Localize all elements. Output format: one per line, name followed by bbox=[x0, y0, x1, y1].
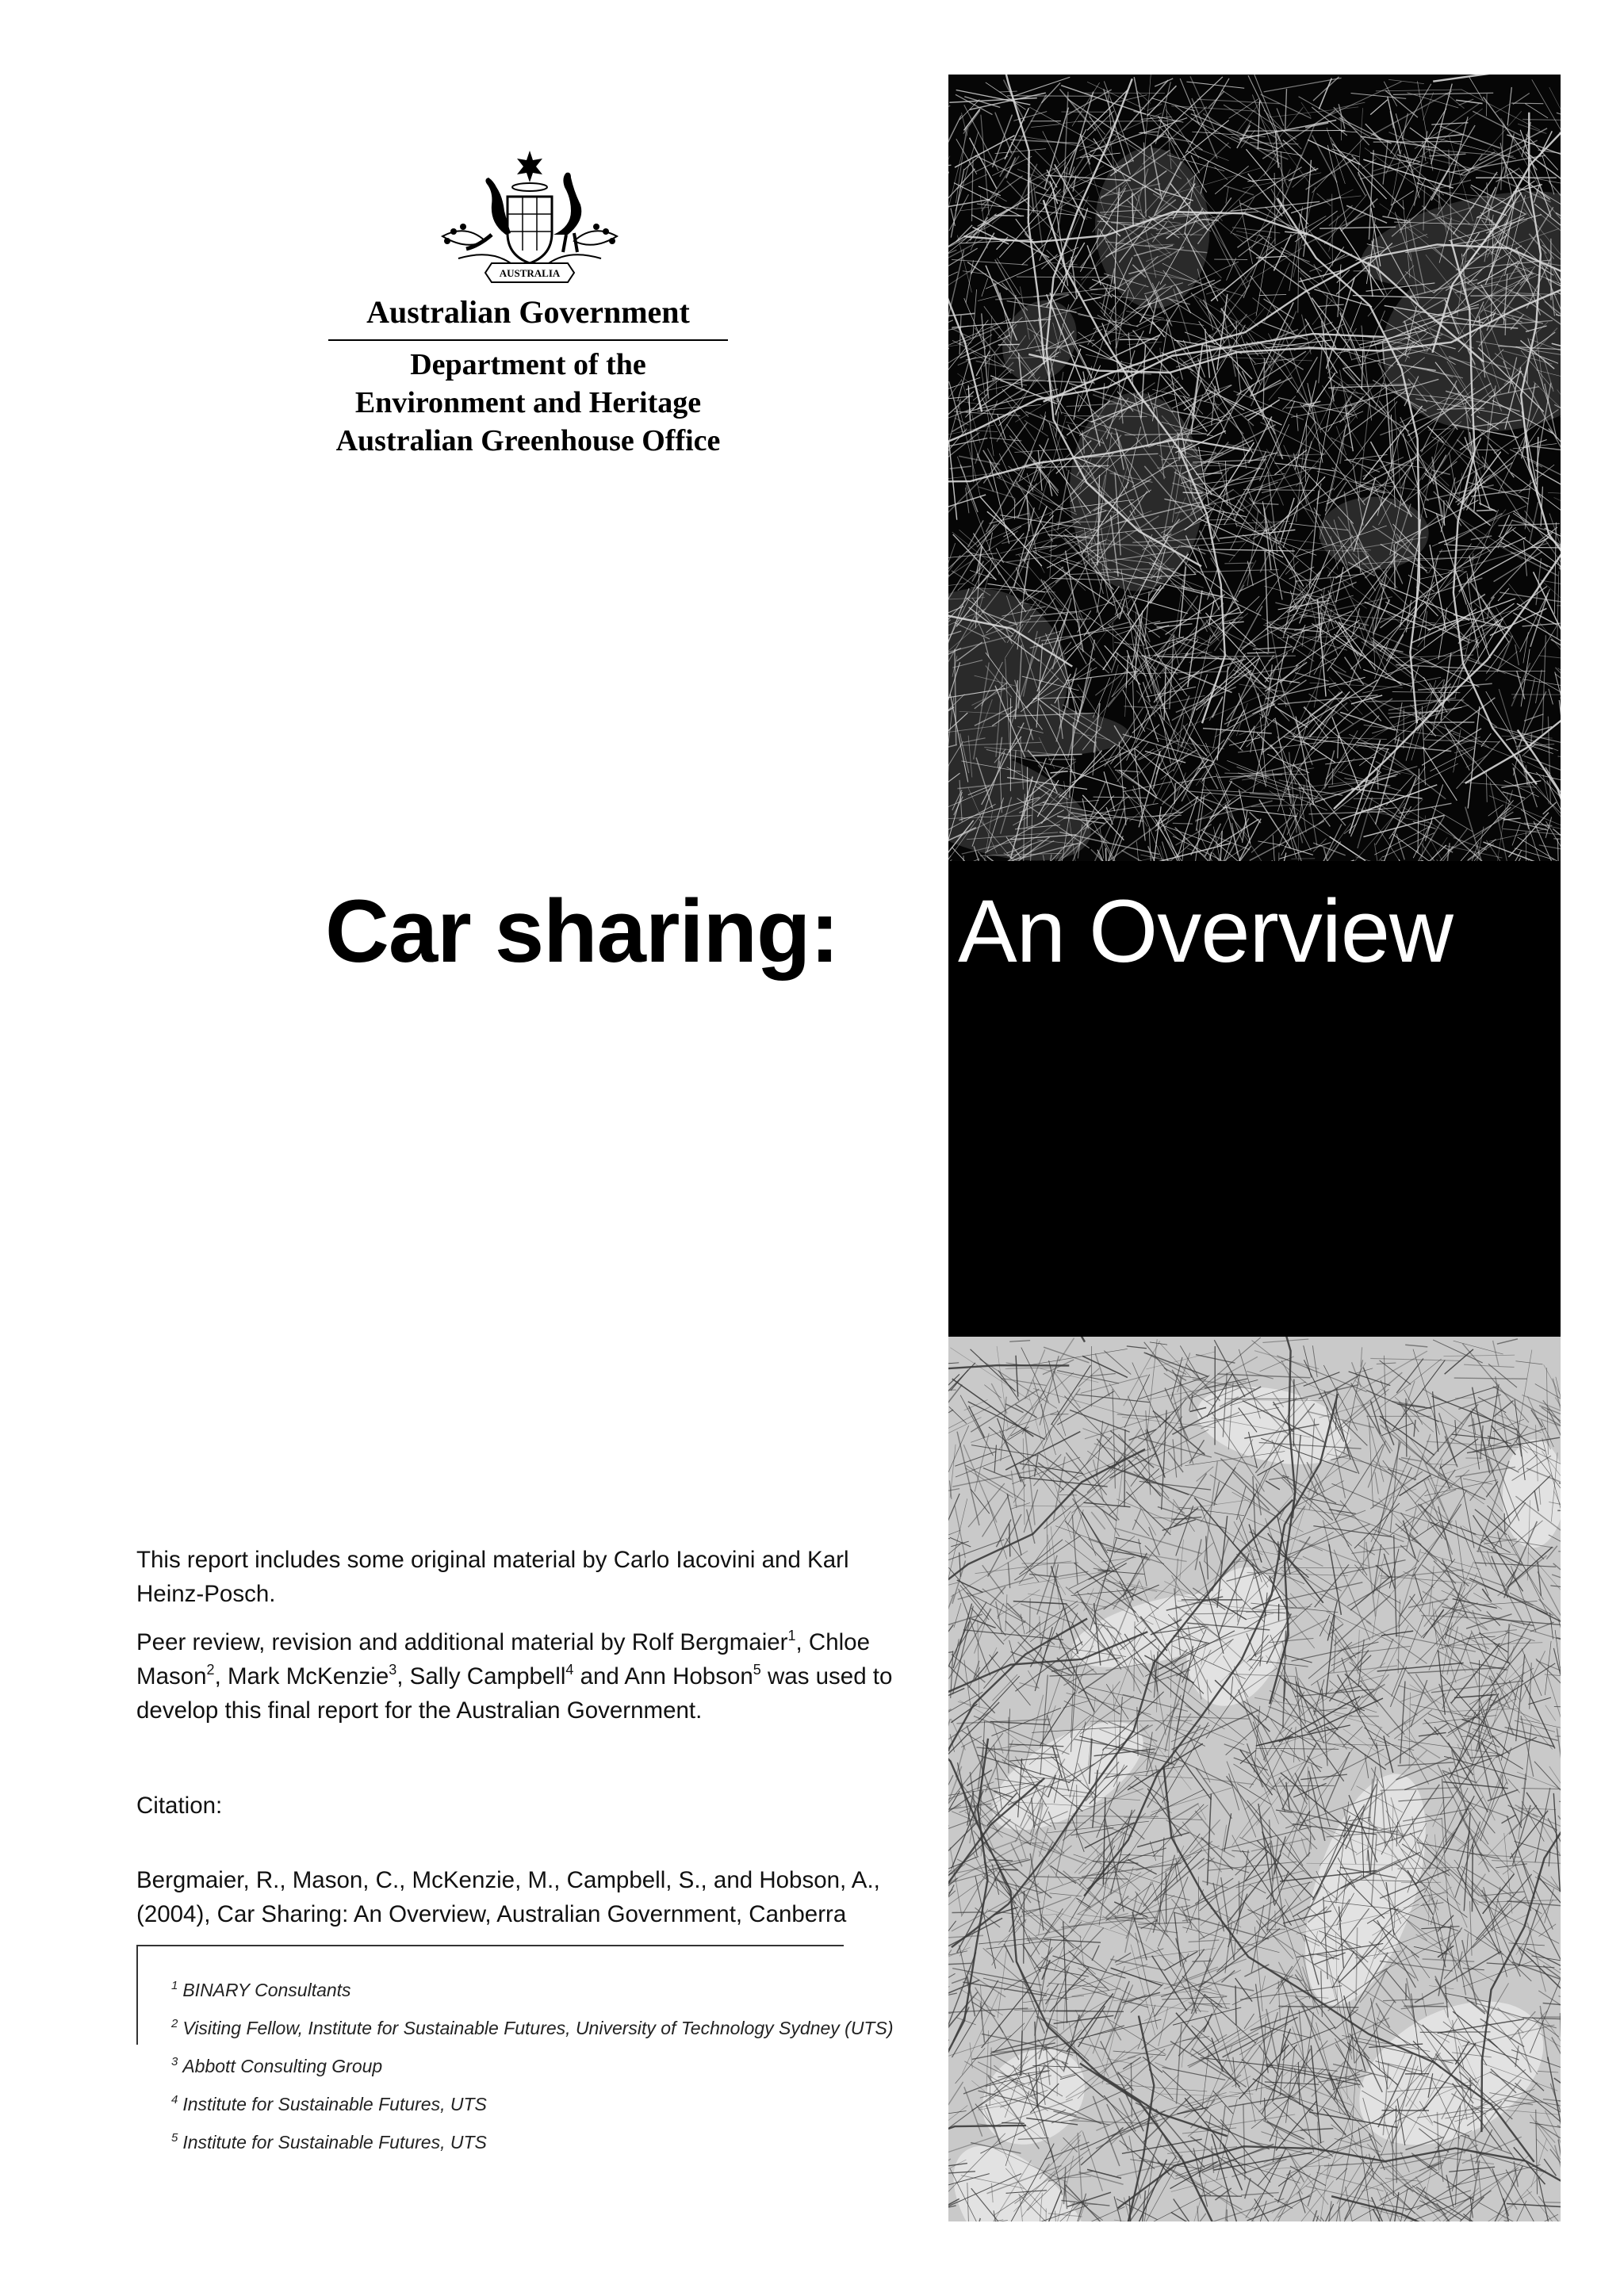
footnote-number: 4 bbox=[171, 2093, 178, 2107]
footnote-ref-1: 1 bbox=[787, 1628, 796, 1644]
document-title bbox=[325, 880, 1453, 983]
department-line-3: Australian Greenhouse Office bbox=[335, 424, 721, 457]
coat-of-arms-icon bbox=[435, 147, 625, 287]
crest-motto: AUSTRALIA bbox=[499, 267, 561, 279]
footnote-number: 2 bbox=[171, 2017, 178, 2030]
dark-map-graphic bbox=[948, 75, 1561, 861]
footnote-ref-4: 4 bbox=[565, 1662, 574, 1678]
dark-street-map-image bbox=[948, 75, 1561, 861]
footnote-item bbox=[171, 2009, 933, 2047]
footnote-item bbox=[171, 2047, 933, 2085]
footnote-side-rule bbox=[136, 1945, 138, 2045]
department-names bbox=[320, 346, 736, 460]
title-bold-part: Car sharing: bbox=[325, 882, 839, 981]
intro-paragraph: This report includes some original material by Carlo Iacovini and Karl Heinz-Posch. bbox=[136, 1547, 849, 1607]
footnotes bbox=[171, 1971, 933, 2161]
peer-text-mid2: , Mark McKenzie bbox=[214, 1663, 389, 1689]
department-line-2: Environment and Heritage bbox=[354, 386, 702, 419]
footnote-ref-3: 3 bbox=[389, 1662, 397, 1678]
peer-text-prefix: Peer review, revision and additional material by Rolf Bergmaier bbox=[136, 1629, 788, 1655]
footnote-text: Institute for Sustainable Futures, UTS bbox=[182, 2094, 487, 2114]
government-name: Australian Government bbox=[328, 289, 728, 341]
footnote-item bbox=[171, 2123, 933, 2161]
footnote-item bbox=[171, 1971, 933, 2009]
light-map-graphic bbox=[948, 1337, 1561, 2221]
footnote-divider bbox=[136, 1945, 844, 1946]
peer-text-mid4: and Ann Hobson bbox=[573, 1663, 753, 1689]
footnote-text: Institute for Sustainable Futures, UTS bbox=[182, 2132, 487, 2152]
peer-review-paragraph bbox=[136, 1625, 898, 1728]
citation-label: Citation: bbox=[136, 1793, 223, 1819]
footnote-ref-2: 2 bbox=[206, 1662, 215, 1678]
peer-text-mid1: , Chloe Mason bbox=[136, 1629, 870, 1689]
footnote-text: BINARY Consultants bbox=[182, 1980, 351, 2000]
footnote-text: Abbott Consulting Group bbox=[182, 2056, 383, 2076]
title-light-part: An Overview bbox=[958, 882, 1453, 981]
footnote-number: 1 bbox=[171, 1979, 178, 1992]
light-street-map-image bbox=[948, 1337, 1561, 2221]
footnote-ref-5: 5 bbox=[753, 1662, 761, 1678]
peer-text-suffix: was used to develop this final report for the Australian Government. bbox=[136, 1663, 893, 1724]
footnote-text: Visiting Fellow, Institute for Sustainable Futures, University of Technology Sydney (UTS) bbox=[182, 2018, 894, 2038]
footnote-number: 5 bbox=[171, 2131, 178, 2145]
peer-text-mid3: , Sally Campbell bbox=[396, 1663, 566, 1689]
footnote-item bbox=[171, 2085, 933, 2123]
department-line-1: Department of the bbox=[410, 348, 646, 381]
citation-text: Bergmaier, R., Mason, C., McKenzie, M., Campbell, S., and Hobson, A., (2004), Car Sharing: An Overview, Australian Government, Canberra bbox=[136, 1867, 880, 1927]
footnote-number: 3 bbox=[171, 2055, 178, 2068]
